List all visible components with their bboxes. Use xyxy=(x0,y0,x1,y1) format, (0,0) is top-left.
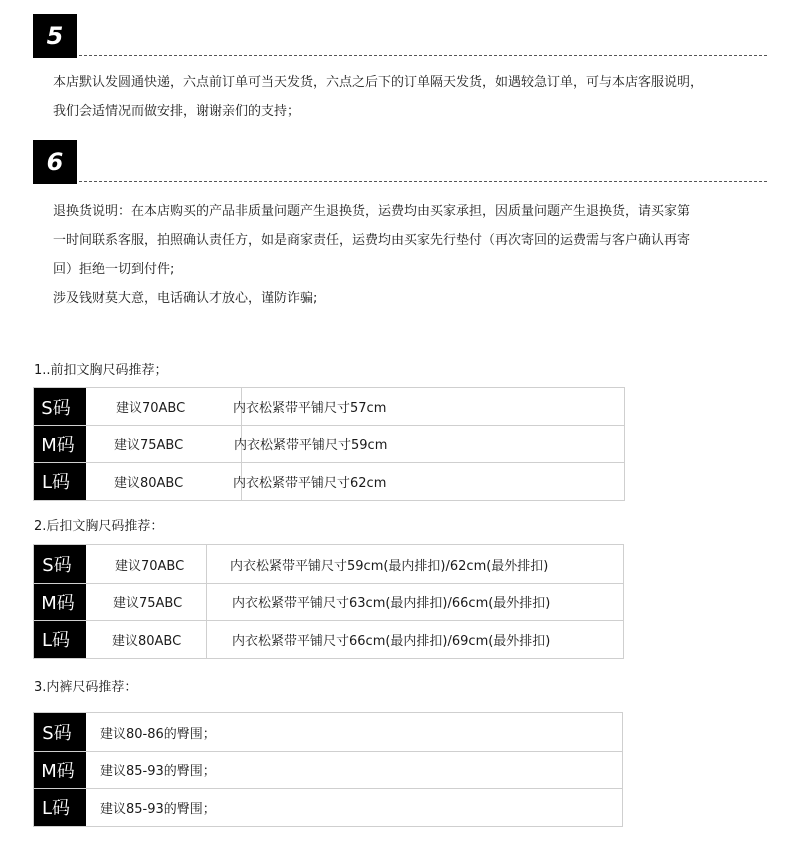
advice-cell: 建议70ABC xyxy=(115,558,185,574)
advice-cell: 建议80ABC xyxy=(114,475,184,491)
detail-cell: 内衣松紧带平铺尺寸63cm(最内排扣)/66cm(最外排扣) xyxy=(232,596,551,611)
section-6-line-3: 回）拒绝一切到付件; xyxy=(53,262,175,277)
table-row xyxy=(34,713,622,752)
section-6-line-2: 一时间联系客服，拍照确认责任方，如是商家责任，运费均由买家先行垫付（再次寄回的运费需与客户确认再寄 xyxy=(53,233,691,248)
section-6-text xyxy=(53,197,690,313)
section-5-line-1: 本店默认发圆通快递，六点前订单可当天发货，六点之后下的订单隔天发货，如遇较急订单，可与本店客服说明， xyxy=(53,75,704,90)
size-table-underwear xyxy=(33,712,623,827)
detail-cell: 内衣松紧带平铺尺寸59cm(最内排扣)/62cm(最外排扣) xyxy=(230,558,549,574)
table-row xyxy=(34,751,622,789)
section-5-number: 5 xyxy=(33,14,77,58)
advice-cell: 建议75ABC xyxy=(113,596,183,611)
detail-cell: 内衣松紧带平铺尺寸57cm xyxy=(233,401,387,416)
advice-cell: 建议80-86的臀围； xyxy=(100,726,216,742)
table-row xyxy=(34,583,623,621)
size-label: M码 xyxy=(41,434,75,456)
table-row xyxy=(34,620,623,658)
section-6-line-1: 退换货说明：在本店购买的产品非质量问题产生退换货，运费均由买家承担，因质量问题产生退换货，请买家第 xyxy=(53,204,691,219)
size-label: L码 xyxy=(41,798,71,819)
detail-cell: 内衣松紧带平铺尺寸59cm xyxy=(234,438,388,453)
section-6-number: 6 xyxy=(33,140,77,184)
size-label: S码 xyxy=(42,555,72,576)
table-row xyxy=(34,425,624,463)
advice-cell: 建议85-93的臀围； xyxy=(100,764,216,779)
section-5-line-2: 我们会适情况而做安排，谢谢亲们的支持； xyxy=(53,104,301,119)
size-label: L码 xyxy=(41,472,71,493)
size-label: L码 xyxy=(41,630,71,651)
table-1-title: 1..前扣文胸尺码推荐； xyxy=(34,363,168,378)
size-label: S码 xyxy=(41,397,71,419)
section-5-divider xyxy=(79,55,767,56)
advice-cell: 建议70ABC xyxy=(116,401,186,416)
size-label: S码 xyxy=(42,723,72,744)
size-table-front-bra xyxy=(33,387,625,501)
table-row xyxy=(34,788,622,826)
section-6-line-4: 涉及钱财莫大意，电话确认才放心，谨防诈骗; xyxy=(53,291,318,306)
table-2-title: 2.后扣文胸尺码推荐： xyxy=(34,519,164,534)
detail-cell: 内衣松紧带平铺尺寸62cm xyxy=(233,475,387,491)
size-label: M码 xyxy=(41,760,75,782)
table-3-title: 3.内裤尺码推荐： xyxy=(34,680,138,695)
advice-cell: 建议75ABC xyxy=(114,438,184,453)
section-6-divider xyxy=(79,181,767,182)
section-5-text xyxy=(53,68,703,126)
size-table-back-bra xyxy=(33,544,624,659)
advice-cell: 建议80ABC xyxy=(112,633,182,649)
table-row xyxy=(34,388,624,426)
table-row xyxy=(34,545,623,584)
table-row xyxy=(34,462,624,500)
advice-cell: 建议85-93的臀围； xyxy=(100,801,216,817)
detail-cell: 内衣松紧带平铺尺寸66cm(最内排扣)/69cm(最外排扣) xyxy=(232,633,551,649)
size-label: M码 xyxy=(41,592,75,614)
